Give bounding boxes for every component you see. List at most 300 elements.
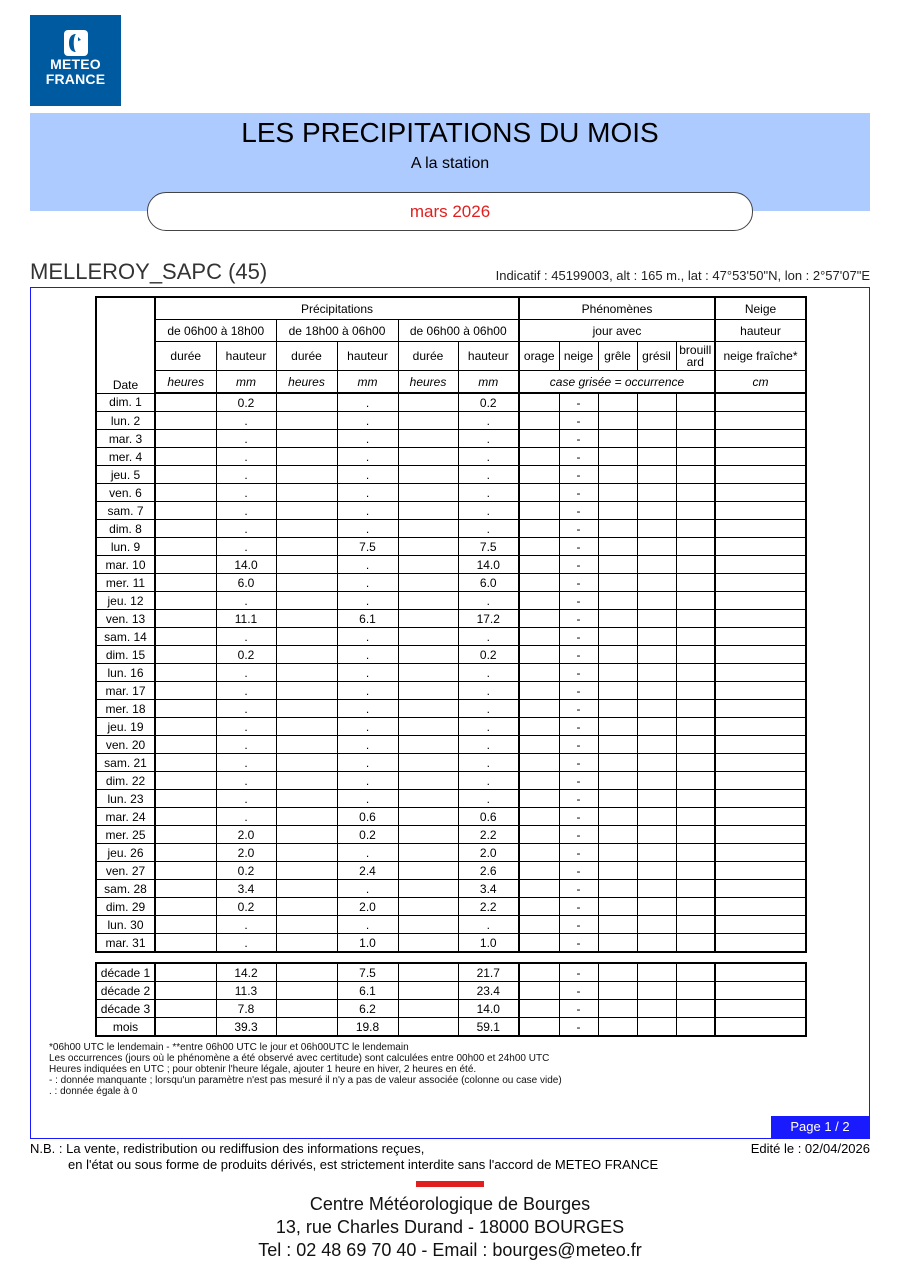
row-value-neige: - — [559, 484, 598, 502]
empty-cell — [519, 880, 559, 898]
phenomenes-header: Phénomènes — [519, 297, 715, 320]
table-row — [96, 610, 806, 628]
table-row — [96, 664, 806, 682]
empty-cell — [598, 610, 637, 628]
empty-cell — [715, 862, 806, 880]
empty-cell — [676, 430, 715, 448]
empty-cell — [155, 898, 216, 916]
empty-cell — [398, 808, 458, 826]
row-value-neige: - — [559, 664, 598, 682]
hauteur-header: hauteur — [216, 342, 276, 371]
row-value-neige: - — [559, 736, 598, 754]
empty-cell — [155, 484, 216, 502]
meteo-france-logo — [30, 15, 121, 106]
table-row — [96, 934, 806, 953]
row-value-neige: - — [559, 574, 598, 592]
empty-cell — [276, 826, 337, 844]
row-value-h2: . — [337, 916, 398, 934]
table-row — [96, 556, 806, 574]
row-value-h3: 23.4 — [458, 982, 519, 1000]
row-value-neige: - — [559, 628, 598, 646]
empty-cell — [598, 898, 637, 916]
empty-cell — [676, 982, 715, 1000]
row-value-h2: . — [337, 772, 398, 790]
row-value-h3: 3.4 — [458, 880, 519, 898]
logo-text-line2: FRANCE — [45, 71, 106, 87]
row-value-h1: 14.0 — [216, 556, 276, 574]
row-value-h1: . — [216, 808, 276, 826]
empty-cell — [398, 880, 458, 898]
empty-cell — [637, 982, 676, 1000]
row-value-h3: . — [458, 502, 519, 520]
empty-cell — [637, 736, 676, 754]
empty-cell — [276, 502, 337, 520]
row-date: sam. 28 — [96, 880, 155, 898]
footer-contact: Tel : 02 48 69 70 40 - Email : bourges@meteo.fr — [258, 1240, 642, 1260]
note-line: Les occurrences (jours où le phénomène a été observé avec certitude) sont calculées entre 00h00 et 24h00 UTC — [49, 1053, 550, 1064]
empty-cell — [598, 862, 637, 880]
empty-cell — [637, 682, 676, 700]
empty-cell — [598, 916, 637, 934]
page-indicator: Page 1 / 2 — [771, 1116, 869, 1138]
empty-cell — [637, 916, 676, 934]
row-value-h1: . — [216, 934, 276, 953]
gresil-header: grésil — [637, 342, 676, 371]
empty-cell — [598, 682, 637, 700]
empty-cell — [598, 1018, 637, 1037]
empty-cell — [398, 682, 458, 700]
empty-cell — [519, 808, 559, 826]
row-value-neige: - — [559, 520, 598, 538]
row-value-h3: . — [458, 700, 519, 718]
empty-cell — [715, 1018, 806, 1037]
empty-cell — [398, 898, 458, 916]
empty-cell — [715, 1000, 806, 1018]
row-date: ven. 6 — [96, 484, 155, 502]
row-value-neige: - — [559, 982, 598, 1000]
page-title: LES PRECIPITATIONS DU MOIS — [241, 117, 659, 148]
summary-row — [96, 1000, 806, 1018]
note-line: *06h00 UTC le lendemain - **entre 06h00 UTC le jour et 06h00UTC le lendemain — [49, 1042, 409, 1053]
row-value-h2: 19.8 — [337, 1018, 398, 1037]
empty-cell — [637, 808, 676, 826]
empty-cell — [519, 982, 559, 1000]
empty-cell — [276, 844, 337, 862]
row-value-h2: 7.5 — [337, 963, 398, 982]
empty-cell — [598, 808, 637, 826]
row-value-neige: - — [559, 430, 598, 448]
empty-cell — [715, 610, 806, 628]
row-date: lun. 23 — [96, 790, 155, 808]
empty-cell — [276, 430, 337, 448]
row-value-h1: 2.0 — [216, 844, 276, 862]
empty-cell — [519, 430, 559, 448]
empty-cell — [519, 754, 559, 772]
row-value-h1: 0.2 — [216, 646, 276, 664]
row-value-h2: . — [337, 484, 398, 502]
empty-cell — [519, 484, 559, 502]
row-date: lun. 30 — [96, 916, 155, 934]
row-value-h2: . — [337, 754, 398, 772]
row-value-h3: . — [458, 916, 519, 934]
row-value-neige: - — [559, 862, 598, 880]
row-value-h1: . — [216, 754, 276, 772]
row-value-h3: 14.0 — [458, 556, 519, 574]
row-date: mer. 18 — [96, 700, 155, 718]
empty-cell — [276, 772, 337, 790]
unit-heures: heures — [276, 371, 337, 394]
empty-cell — [676, 682, 715, 700]
empty-cell — [519, 592, 559, 610]
row-value-neige: - — [559, 826, 598, 844]
row-value-h3: . — [458, 664, 519, 682]
row-value-neige: - — [559, 844, 598, 862]
row-value-h2: . — [337, 718, 398, 736]
row-date: dim. 29 — [96, 898, 155, 916]
empty-cell — [598, 718, 637, 736]
row-value-h1: . — [216, 718, 276, 736]
empty-cell — [676, 574, 715, 592]
empty-cell — [276, 1018, 337, 1037]
empty-cell — [676, 790, 715, 808]
empty-cell — [276, 700, 337, 718]
table-row — [96, 502, 806, 520]
row-value-h3: . — [458, 790, 519, 808]
row-value-neige: - — [559, 412, 598, 430]
row-value-h3: 0.2 — [458, 393, 519, 412]
unit-mm: mm — [337, 371, 398, 394]
empty-cell — [519, 610, 559, 628]
row-value-h3: . — [458, 736, 519, 754]
neige-header: Neige — [715, 297, 806, 320]
empty-cell — [598, 574, 637, 592]
row-value-h2: . — [337, 880, 398, 898]
unit-case-grisee: case grisée = occurrence — [519, 371, 715, 394]
row-value-h1: 6.0 — [216, 574, 276, 592]
row-value-h2: . — [337, 736, 398, 754]
row-value-h2: 6.1 — [337, 610, 398, 628]
empty-cell — [398, 538, 458, 556]
table-row — [96, 718, 806, 736]
row-value-h2: . — [337, 682, 398, 700]
empty-cell — [155, 790, 216, 808]
empty-cell — [398, 862, 458, 880]
row-value-h2: . — [337, 592, 398, 610]
empty-cell — [598, 538, 637, 556]
empty-cell — [155, 430, 216, 448]
row-value-neige: - — [559, 610, 598, 628]
row-value-neige: - — [559, 963, 598, 982]
legal-notice-line2: en l'état ou sous forme de produits dérivés, est strictement interdite sans l'accord de METEO FRANCE — [68, 1157, 659, 1172]
row-value-h2: . — [337, 700, 398, 718]
empty-cell — [637, 646, 676, 664]
table-row — [96, 772, 806, 790]
table-row — [96, 592, 806, 610]
empty-cell — [398, 844, 458, 862]
table-row — [96, 826, 806, 844]
empty-cell — [398, 466, 458, 484]
table-row — [96, 574, 806, 592]
empty-cell — [637, 1000, 676, 1018]
row-date: ven. 27 — [96, 862, 155, 880]
row-value-neige: - — [559, 934, 598, 953]
empty-cell — [519, 628, 559, 646]
empty-cell — [715, 736, 806, 754]
row-date: lun. 16 — [96, 664, 155, 682]
row-value-neige: - — [559, 754, 598, 772]
row-value-h1: . — [216, 412, 276, 430]
row-value-h3: 1.0 — [458, 934, 519, 953]
row-value-h1: . — [216, 538, 276, 556]
empty-cell — [676, 736, 715, 754]
row-value-neige: - — [559, 1018, 598, 1037]
empty-cell — [398, 664, 458, 682]
empty-cell — [598, 1000, 637, 1018]
table-row — [96, 646, 806, 664]
empty-cell — [715, 393, 806, 412]
row-value-h1: 3.4 — [216, 880, 276, 898]
row-value-h1: . — [216, 502, 276, 520]
row-value-neige: - — [559, 898, 598, 916]
row-date: décade 3 — [96, 1000, 155, 1018]
row-date: mar. 31 — [96, 934, 155, 953]
empty-cell — [715, 646, 806, 664]
empty-cell — [637, 502, 676, 520]
row-value-h3: 0.6 — [458, 808, 519, 826]
table-row — [96, 484, 806, 502]
row-value-h3: 2.2 — [458, 826, 519, 844]
row-value-h1: . — [216, 916, 276, 934]
grele-header: grêle — [598, 342, 637, 371]
table-row — [96, 466, 806, 484]
table-row — [96, 790, 806, 808]
empty-cell — [676, 448, 715, 466]
row-value-neige: - — [559, 646, 598, 664]
table-row — [96, 844, 806, 862]
empty-cell — [276, 646, 337, 664]
row-value-h3: 21.7 — [458, 963, 519, 982]
empty-cell — [398, 592, 458, 610]
empty-cell — [519, 826, 559, 844]
note-line: . : donnée égale à 0 — [49, 1086, 138, 1097]
row-value-h3: . — [458, 412, 519, 430]
empty-cell — [715, 826, 806, 844]
table-row — [96, 808, 806, 826]
empty-cell — [155, 934, 216, 953]
table-row — [96, 412, 806, 430]
empty-cell — [276, 736, 337, 754]
row-date: mois — [96, 1018, 155, 1037]
empty-cell — [398, 556, 458, 574]
empty-cell — [715, 808, 806, 826]
empty-cell — [598, 393, 637, 412]
row-value-h1: 11.1 — [216, 610, 276, 628]
row-value-neige: - — [559, 790, 598, 808]
row-value-h3: . — [458, 520, 519, 538]
row-date: mer. 11 — [96, 574, 155, 592]
empty-cell — [637, 628, 676, 646]
empty-cell — [637, 484, 676, 502]
duree-header: durée — [276, 342, 337, 371]
empty-cell — [276, 754, 337, 772]
empty-cell — [637, 700, 676, 718]
empty-cell — [398, 934, 458, 953]
row-date: mer. 4 — [96, 448, 155, 466]
empty-cell — [637, 466, 676, 484]
empty-cell — [637, 664, 676, 682]
empty-cell — [715, 700, 806, 718]
row-value-h3: 6.0 — [458, 574, 519, 592]
empty-cell — [715, 484, 806, 502]
duree-header: durée — [155, 342, 216, 371]
period-24h-header: de 06h00 à 06h00 — [398, 320, 519, 342]
empty-cell — [519, 412, 559, 430]
row-value-h2: . — [337, 520, 398, 538]
row-value-h3: . — [458, 430, 519, 448]
empty-cell — [519, 772, 559, 790]
empty-cell — [715, 772, 806, 790]
empty-cell — [637, 393, 676, 412]
empty-cell — [398, 754, 458, 772]
empty-cell — [676, 646, 715, 664]
empty-cell — [519, 934, 559, 953]
empty-cell — [676, 592, 715, 610]
empty-cell — [676, 754, 715, 772]
daily-precipitation-table — [95, 296, 807, 953]
empty-cell — [637, 862, 676, 880]
row-value-h3: 2.0 — [458, 844, 519, 862]
row-date: jeu. 19 — [96, 718, 155, 736]
notes-block — [49, 1042, 562, 1097]
empty-cell — [519, 844, 559, 862]
empty-cell — [276, 484, 337, 502]
empty-cell — [398, 412, 458, 430]
station-name: MELLEROY_SAPC (45) — [30, 259, 268, 284]
row-value-h3: 17.2 — [458, 610, 519, 628]
empty-cell — [598, 826, 637, 844]
row-value-h2: 0.2 — [337, 826, 398, 844]
row-value-h2: . — [337, 430, 398, 448]
row-value-h2: . — [337, 628, 398, 646]
empty-cell — [276, 898, 337, 916]
row-value-h1: . — [216, 664, 276, 682]
table-row — [96, 754, 806, 772]
jour-avec-header: jour avec — [519, 320, 715, 342]
row-date: mer. 25 — [96, 826, 155, 844]
empty-cell — [676, 538, 715, 556]
empty-cell — [598, 592, 637, 610]
empty-cell — [519, 862, 559, 880]
row-value-h1: . — [216, 520, 276, 538]
row-value-h1: . — [216, 628, 276, 646]
empty-cell — [637, 772, 676, 790]
empty-cell — [276, 574, 337, 592]
empty-cell — [676, 610, 715, 628]
empty-cell — [398, 628, 458, 646]
empty-cell — [715, 682, 806, 700]
empty-cell — [676, 916, 715, 934]
empty-cell — [398, 718, 458, 736]
row-date: dim. 15 — [96, 646, 155, 664]
empty-cell — [598, 646, 637, 664]
empty-cell — [676, 898, 715, 916]
empty-cell — [519, 916, 559, 934]
neige-fraiche-header: neige fraîche* — [715, 342, 806, 371]
empty-cell — [276, 682, 337, 700]
empty-cell — [598, 448, 637, 466]
precipitations-header: Précipitations — [155, 297, 519, 320]
empty-cell — [715, 844, 806, 862]
empty-cell — [155, 502, 216, 520]
empty-cell — [637, 430, 676, 448]
empty-cell — [676, 880, 715, 898]
orage-header: orage — [519, 342, 559, 371]
empty-cell — [715, 963, 806, 982]
empty-cell — [398, 448, 458, 466]
empty-cell — [598, 754, 637, 772]
empty-cell — [715, 664, 806, 682]
empty-cell — [398, 1018, 458, 1037]
row-value-neige: - — [559, 718, 598, 736]
footer-street: 13, rue Charles Durand - 18000 BOURGES — [275, 1217, 625, 1237]
empty-cell — [519, 556, 559, 574]
row-value-neige: - — [559, 448, 598, 466]
row-value-h2: . — [337, 664, 398, 682]
empty-cell — [598, 982, 637, 1000]
empty-cell — [519, 718, 559, 736]
row-date: mar. 10 — [96, 556, 155, 574]
row-date: sam. 7 — [96, 502, 155, 520]
empty-cell — [637, 844, 676, 862]
row-value-h1: . — [216, 430, 276, 448]
empty-cell — [155, 754, 216, 772]
red-divider — [416, 1181, 484, 1187]
row-date: jeu. 26 — [96, 844, 155, 862]
empty-cell — [598, 484, 637, 502]
empty-cell — [276, 556, 337, 574]
row-value-neige: - — [559, 772, 598, 790]
empty-cell — [155, 592, 216, 610]
row-date: sam. 21 — [96, 754, 155, 772]
empty-cell — [398, 963, 458, 982]
empty-cell — [637, 898, 676, 916]
row-value-h2: . — [337, 574, 398, 592]
row-value-h3: . — [458, 448, 519, 466]
unit-cm: cm — [715, 371, 806, 394]
duree-header: durée — [398, 342, 458, 371]
row-value-h2: 2.0 — [337, 898, 398, 916]
row-value-h3: . — [458, 772, 519, 790]
empty-cell — [676, 520, 715, 538]
empty-cell — [276, 916, 337, 934]
empty-cell — [598, 502, 637, 520]
empty-cell — [155, 448, 216, 466]
empty-cell — [637, 963, 676, 982]
empty-cell — [155, 574, 216, 592]
summary-row — [96, 963, 806, 982]
row-value-h2: 1.0 — [337, 934, 398, 953]
row-value-neige: - — [559, 880, 598, 898]
note-line: - : donnée manquante ; lorsqu'un paramètre n'est pas mesuré il n'y a pas de valeur associée (colonne ou case vide) — [49, 1075, 562, 1086]
empty-cell — [715, 898, 806, 916]
empty-cell — [276, 538, 337, 556]
empty-cell — [676, 934, 715, 953]
table-row — [96, 430, 806, 448]
row-date: mar. 17 — [96, 682, 155, 700]
row-value-neige: - — [559, 808, 598, 826]
row-value-h3: 2.2 — [458, 898, 519, 916]
empty-cell — [519, 393, 559, 412]
